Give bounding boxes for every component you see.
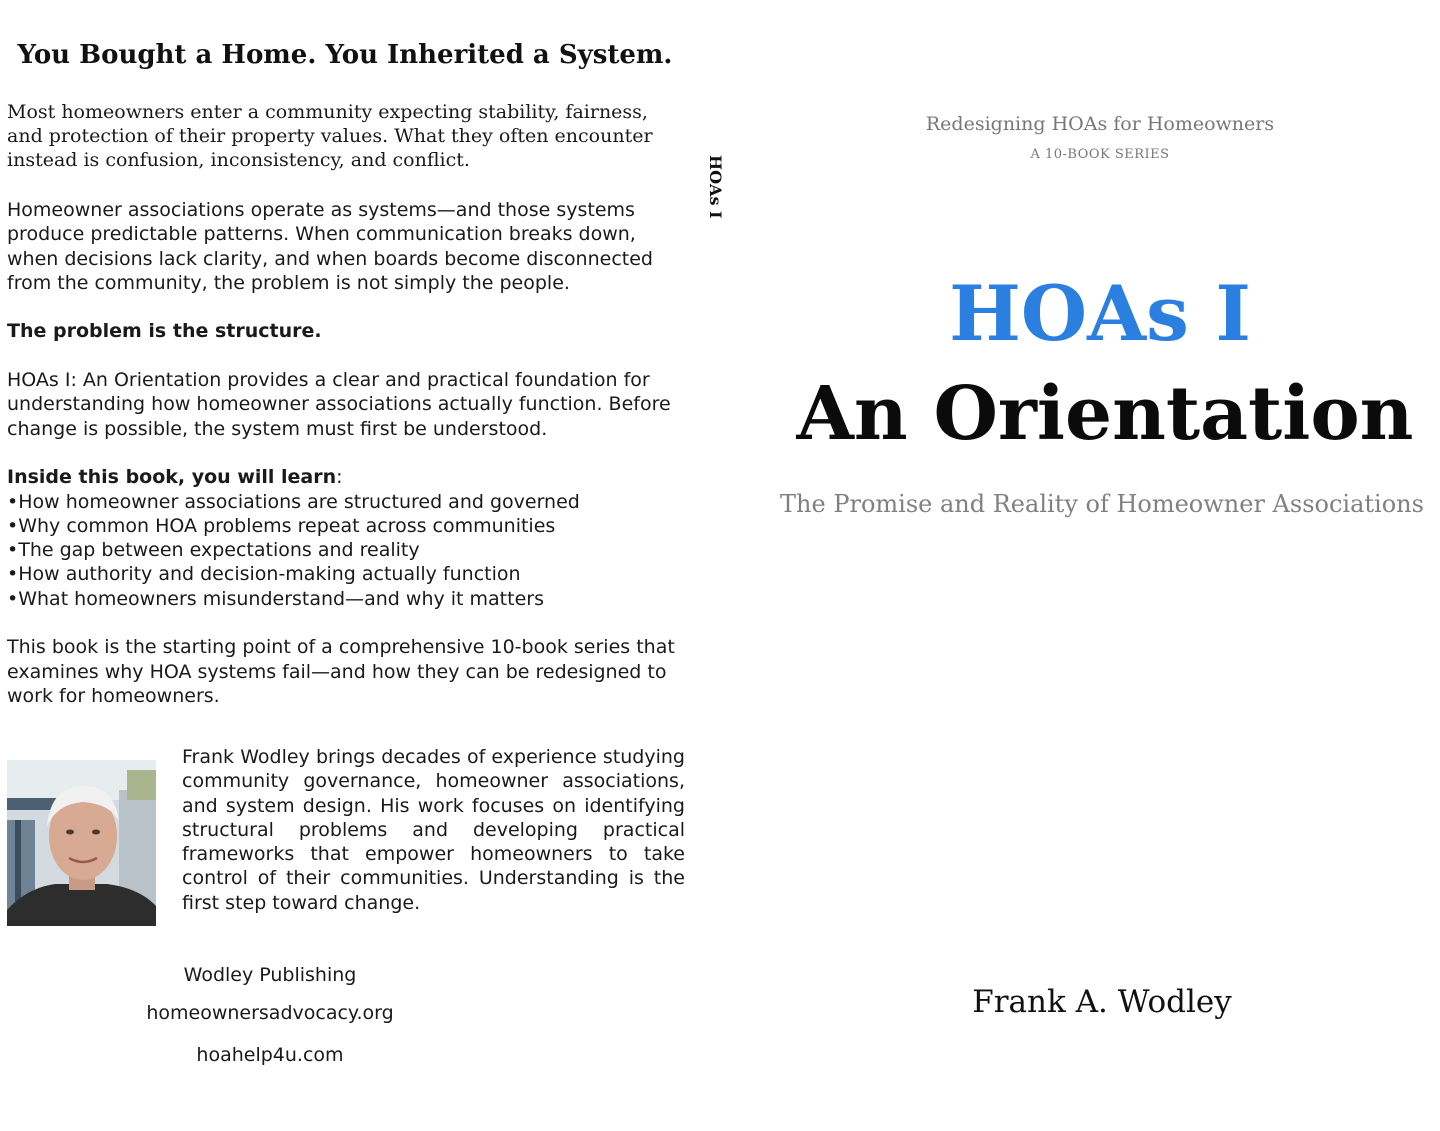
back-cover [0,0,700,1131]
book-paragraph: HOAs I: An Orientation provides a clear and practical foundation for understanding how homeowner associations actually function. Before change is possible, the system must first be understood. [7,369,671,440]
learn-section: Inside this book, you will learn: • How homeowner associations are structured and governed • Why common HOA problems repeat across communities • The gap between expectations and reality • How authority and decision-making actually function • What homeowners misunderstand—and why it matters [7,465,687,611]
systems-paragraph: Homeowner associations operate as systems—and those systems produce predictable patterns. When communication breaks down, when decisions lack clarity, and when boards become disconnected from the community, the problem is not simply the people. [7,199,653,294]
book-title: HOAs I [949,269,1251,358]
learn-list [7,490,687,611]
book-tagline: The Promise and Reality of Homeowner Associations [780,490,1424,518]
website-link-2[interactable]: hoahelp4u.com [196,1044,344,1066]
author-portrait-image [7,760,156,926]
structure-statement: The problem is the structure. [7,320,322,343]
intro-paragraph: Most homeowners enter a community expecting stability, fairness, and protection of their property values. What they often encounter instead is confusion, inconsistency, and conflict. [7,101,653,171]
list-item: • How authority and decision-making actually function [7,562,687,586]
author-photo [7,760,156,926]
author-name: Frank A. Wodley [972,984,1232,1020]
back-body [7,198,687,733]
back-headline: You Bought a Home. You Inherited a System. [17,40,673,70]
list-item: • What homeowners misunderstand—and why it matters [7,587,687,611]
list-item: • How homeowner associations are structured and governed [7,490,687,514]
spine [706,155,730,225]
series-name: Redesigning HOAs for Homeowners [925,113,1275,135]
series-label: A 10-BOOK SERIES [1030,147,1170,162]
list-item: • The gap between expectations and reality [7,538,687,562]
publisher-name: Wodley Publishing [183,964,357,986]
series-paragraph: This book is the starting point of a comprehensive 10-book series that examines why HOA systems fail—and how they can be redesigned to work for homeowners. [7,636,675,707]
author-bio: Frank Wodley brings decades of experience studying community governance, homeowner associations, and system design. His work focuses on identifying structural problems and developing practical frameworks that empower homeowners to take control of their communities. Understanding is the first step toward change. [182,746,685,914]
learn-heading: Inside this book, you will learn [7,466,337,489]
spine-title: HOAs I [706,155,725,219]
front-cover [760,0,1440,1131]
website-link-1[interactable]: homeownersadvocacy.org [146,1002,394,1024]
list-item: • Why common HOA problems repeat across communities [7,514,687,538]
book-subtitle-title: An Orientation [796,371,1414,457]
